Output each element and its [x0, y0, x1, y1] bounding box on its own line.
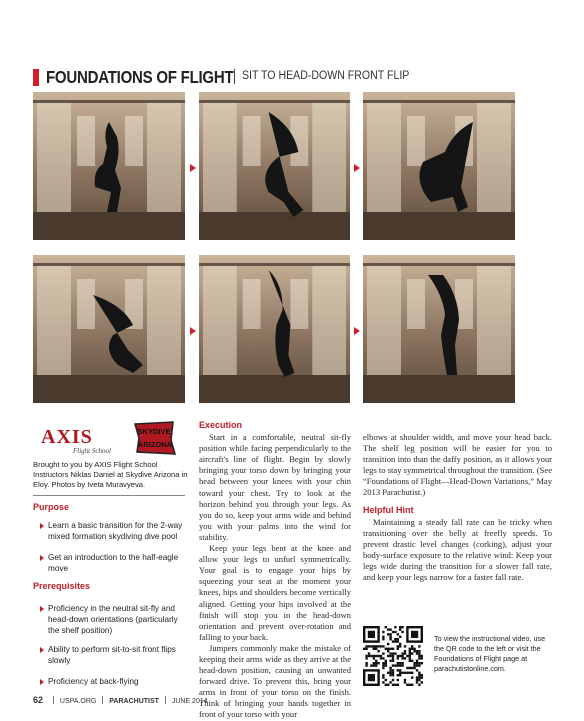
page-footer	[33, 695, 208, 705]
svg-text:SKYDIVE: SKYDIVE	[137, 427, 171, 436]
divider	[33, 495, 185, 496]
prerequisites-heading: Prerequisites	[33, 581, 91, 591]
page-subtitle: SIT TO HEAD-DOWN FRONT FLIP	[242, 70, 410, 82]
execution-paragraph: Jumpers commonly make the mistake of keeping their arms wide as they arrive at the head-down position, causing an unwanted forward drive. To prevent this, bring your arms in front of your torso on the finish. Think of bringing your hands together in front of your torso with your	[199, 642, 351, 720]
sequence-photo	[33, 255, 185, 403]
right-column	[363, 432, 552, 583]
prerequisite-item: Proficiency in the neutral sit-fly and head-down orientations (particularly the shelf position)	[40, 603, 190, 636]
prerequisite-item: Proficiency at back-flying	[40, 676, 190, 687]
sequence-arrow-icon	[354, 327, 360, 335]
sequence-photo	[363, 255, 515, 403]
credit-text: Brought to you by AXIS Flight School Instructors Niklas Daniel at Skydive Arizona in Eloy. Photos by Iveta Muravyeva.	[33, 460, 188, 490]
execution-paragraph: Keep your legs bent at the knee and allow your legs to unfurl symmetrically. Your goal is to engage your hips by squeezing your seat at the moment your knees, hips and shoulders become vertically aligned. Getting your hips involved at the finish will stop you in the head-down orientation and prevent over-rotation and falling to your back.	[199, 543, 351, 642]
execution-heading: Execution	[199, 420, 243, 430]
purpose-item: Get an introduction to the half-eagle move	[40, 552, 190, 574]
execution-paragraph: Start in a comfortable, neutral sit-fly position while facing perpendicularly to the aircraft's line of flight. Begin by slowly bringing your torso down by bringing your head between your knees with your chin toward your chest. Try to look at the horizon behind you through your legs. As you do so, keep your arms wide and behind you with your palms into the wind for stability.	[199, 432, 351, 542]
execution-column	[199, 420, 351, 721]
hint-paragraph: Maintaining a steady fall rate can be tricky when transitioning over the belly at freefly speeds. To prevent drastic level changes (corking), adjust your body-surface exposure to the relative wind: Keep your legs wide during the transition for a slower fall rate, and keep your legs narrow for a faster fall rate.	[363, 516, 552, 583]
axis-logo: AXIS	[41, 426, 93, 448]
footer-magazine: PARACHUTIST	[109, 698, 159, 705]
header-divider	[234, 69, 235, 84]
sequence-photo	[199, 92, 350, 240]
sponsor-logos	[33, 420, 185, 454]
footer-date: JUNE 2014	[171, 698, 208, 705]
execution-continued: elbows at shoulder width, and move your head back. The shelf leg position will be easier for you to transition into than the daffy position, as it allows your legs to stay symmetrical throughout the transition. (See “Foundations of Flight—Head-Down Variations,” May 2013 Parachutist.)	[363, 432, 552, 498]
footer-site: USPA.ORG	[59, 698, 97, 705]
svg-text:ARIZONA: ARIZONA	[137, 440, 173, 449]
qr-caption: To view the instructional video, use the QR code to the left or visit the Foundations of Flight page at parachutistonline.com.	[434, 634, 546, 673]
hint-heading: Helpful Hint	[363, 504, 414, 515]
sequence-photo	[199, 255, 350, 403]
page-header	[33, 66, 553, 88]
header-accent-bar	[33, 69, 39, 86]
sequence-photo	[363, 92, 515, 240]
qr-code[interactable]	[363, 626, 423, 686]
skydive-arizona-logo	[131, 420, 177, 456]
sequence-arrow-icon	[354, 164, 360, 172]
purpose-item: Learn a basic transition for the 2-way mixed formation skydiving dive pool	[40, 520, 190, 542]
page-title: FOUNDATIONS OF FLIGHT	[46, 67, 234, 87]
sequence-arrow-icon	[190, 327, 196, 335]
sequence-photo	[33, 92, 185, 240]
prerequisite-item: Ability to perform sit-to-sit front flips slowly	[40, 644, 190, 666]
page-number: 62	[33, 695, 44, 705]
axis-logo-subtitle: Flight School	[73, 447, 111, 455]
purpose-heading: Purpose	[33, 502, 70, 512]
sequence-arrow-icon	[190, 164, 196, 172]
